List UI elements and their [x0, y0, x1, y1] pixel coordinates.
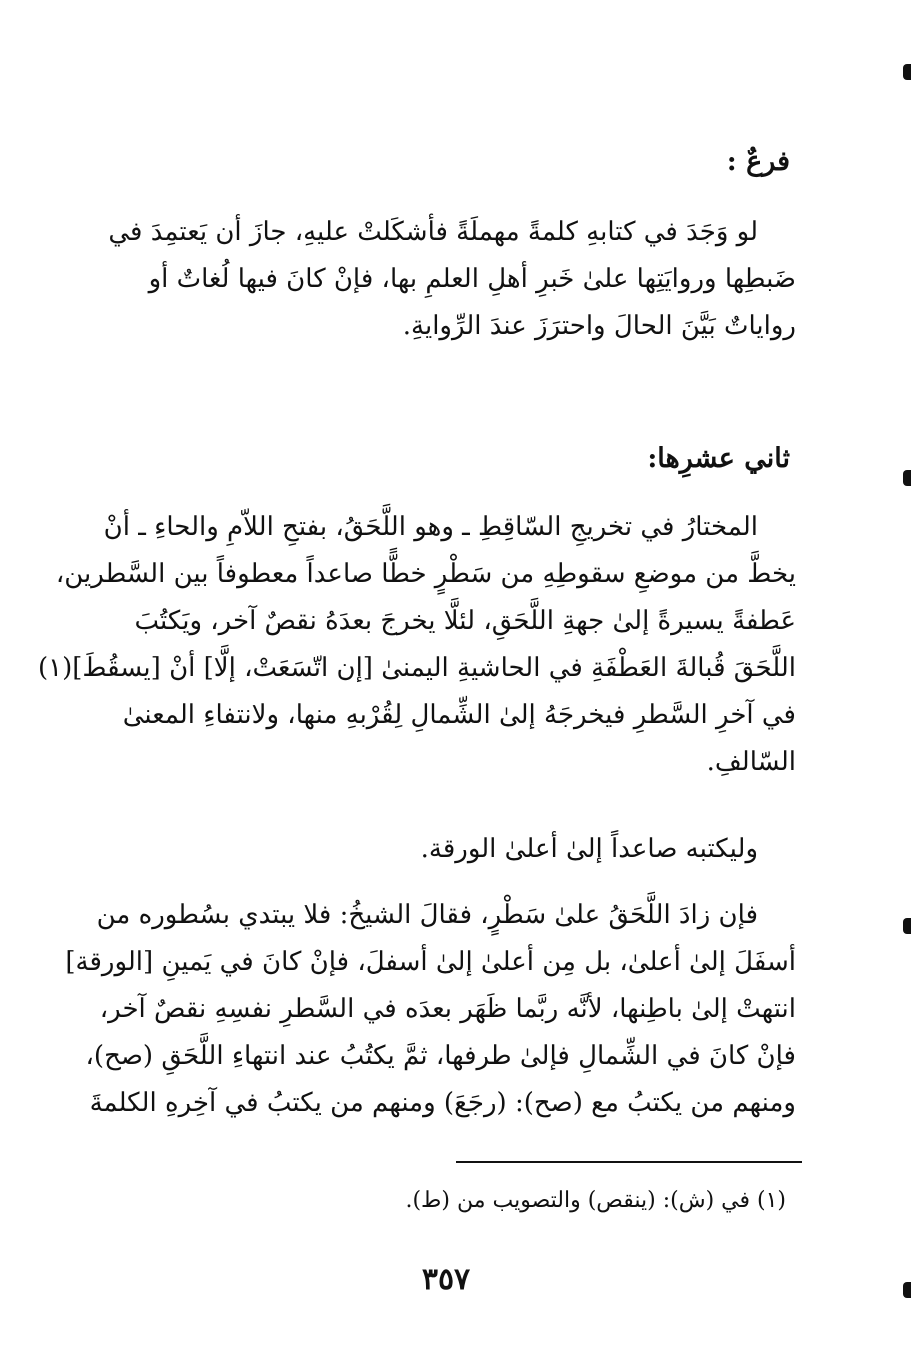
text-line: عَطفةً يسيرةً إلىٰ جهةِ اللَّحَقِ، لئلَّا يخرجَ بعدَهُ نقصٌ آخر، ويَكتُبَ — [134, 606, 796, 636]
page-number: ٣٥٧ — [421, 1262, 471, 1297]
text-line: السّالفِ. — [706, 747, 796, 777]
section-heading-fara: فرعٌ : — [726, 146, 790, 177]
text-line: المختارُ في تخريجِ السّاقِطِ ـ وهو اللَّحَقُ، بفتحِ اللاّمِ والحاءِ ـ أنْ — [103, 512, 758, 542]
book-page — [37, 0, 796, 1356]
footnote: (١) في (ش): (ينقص) والتصويب من (ط). — [405, 1188, 786, 1213]
text-line: لو وَجَدَ في كتابهِ كلمةً مهملَةً فأشكَلتْ عليهِ، جازَ أن يَعتمِدَ في — [108, 217, 758, 247]
scan-edge-mark — [903, 64, 911, 80]
scan-edge-mark — [903, 1282, 911, 1298]
section-heading-thani-ashar: ثاني عشرِها: — [647, 443, 790, 474]
text-line: فإنْ كانَ في الشِّمالِ فإلىٰ طرفها، ثمَّ يكتُبُ عند انتهاءِ اللَّحَقِ (صح)، — [85, 1041, 796, 1071]
text-line: اللَّحَقَ قُبالةَ العَطْفَةِ في الحاشيةِ اليمنىٰ [إن اتّسَعَتْ، إلَّا] أنْ [يسقُطَ](١) — [37, 653, 796, 683]
text-line: وليكتبه صاعداً إلىٰ أعلىٰ الورقة. — [420, 834, 758, 864]
text-line: يخطَّ من موضعِ سقوطِهِ من سَطْرٍ خطًّا صاعداً معطوفاً بين السَّطرين، — [55, 559, 796, 589]
text-line: في آخرِ السَّطرِ فيخرجَهُ إلىٰ الشِّمالِ لِقُرْبهِ منها، ولانتفاءِ المعنىٰ — [122, 700, 796, 730]
text-line: ومنهم من يكتبُ مع (صح): (رجَعَ) ومنهم من يكتبُ في آخِرهِ الكلمةَ — [89, 1088, 796, 1118]
text-line: أسفَلَ إلىٰ أعلىٰ، بل مِن أعلىٰ إلىٰ أسفلَ، فإنْ كانَ في يَمينِ [الورقة] — [65, 947, 796, 977]
text-line: رواياتٌ بَيَّنَ الحالَ واحترَزَ عندَ الرِّوايةِ. — [402, 311, 796, 341]
text-line: فإن زادَ اللَّحَقُ علىٰ سَطْرٍ، فقالَ الشيخُ: فلا يبتدي بسُطوره من — [96, 900, 758, 930]
paragraph-lahaq-lines — [65, 892, 796, 1127]
paragraph-fara — [96, 209, 796, 350]
paragraph-saidan — [96, 826, 796, 873]
footnote-separator — [456, 1161, 802, 1163]
scan-edge-mark — [903, 470, 911, 486]
paragraph-takhrij — [37, 504, 796, 786]
text-line: انتهتْ إلىٰ باطِنها، لأنَّه ربَّما ظَهَر بعدَه في السَّطرِ نفسِهِ نقصٌ آخر، — [99, 994, 796, 1024]
scan-edge-mark — [903, 918, 911, 934]
text-line: ضَبطِها وروايَتِها علىٰ خَبرِ أهلِ العلمِ بها، فإنْ كانَ فيها لُغاتٌ أو — [148, 264, 796, 294]
